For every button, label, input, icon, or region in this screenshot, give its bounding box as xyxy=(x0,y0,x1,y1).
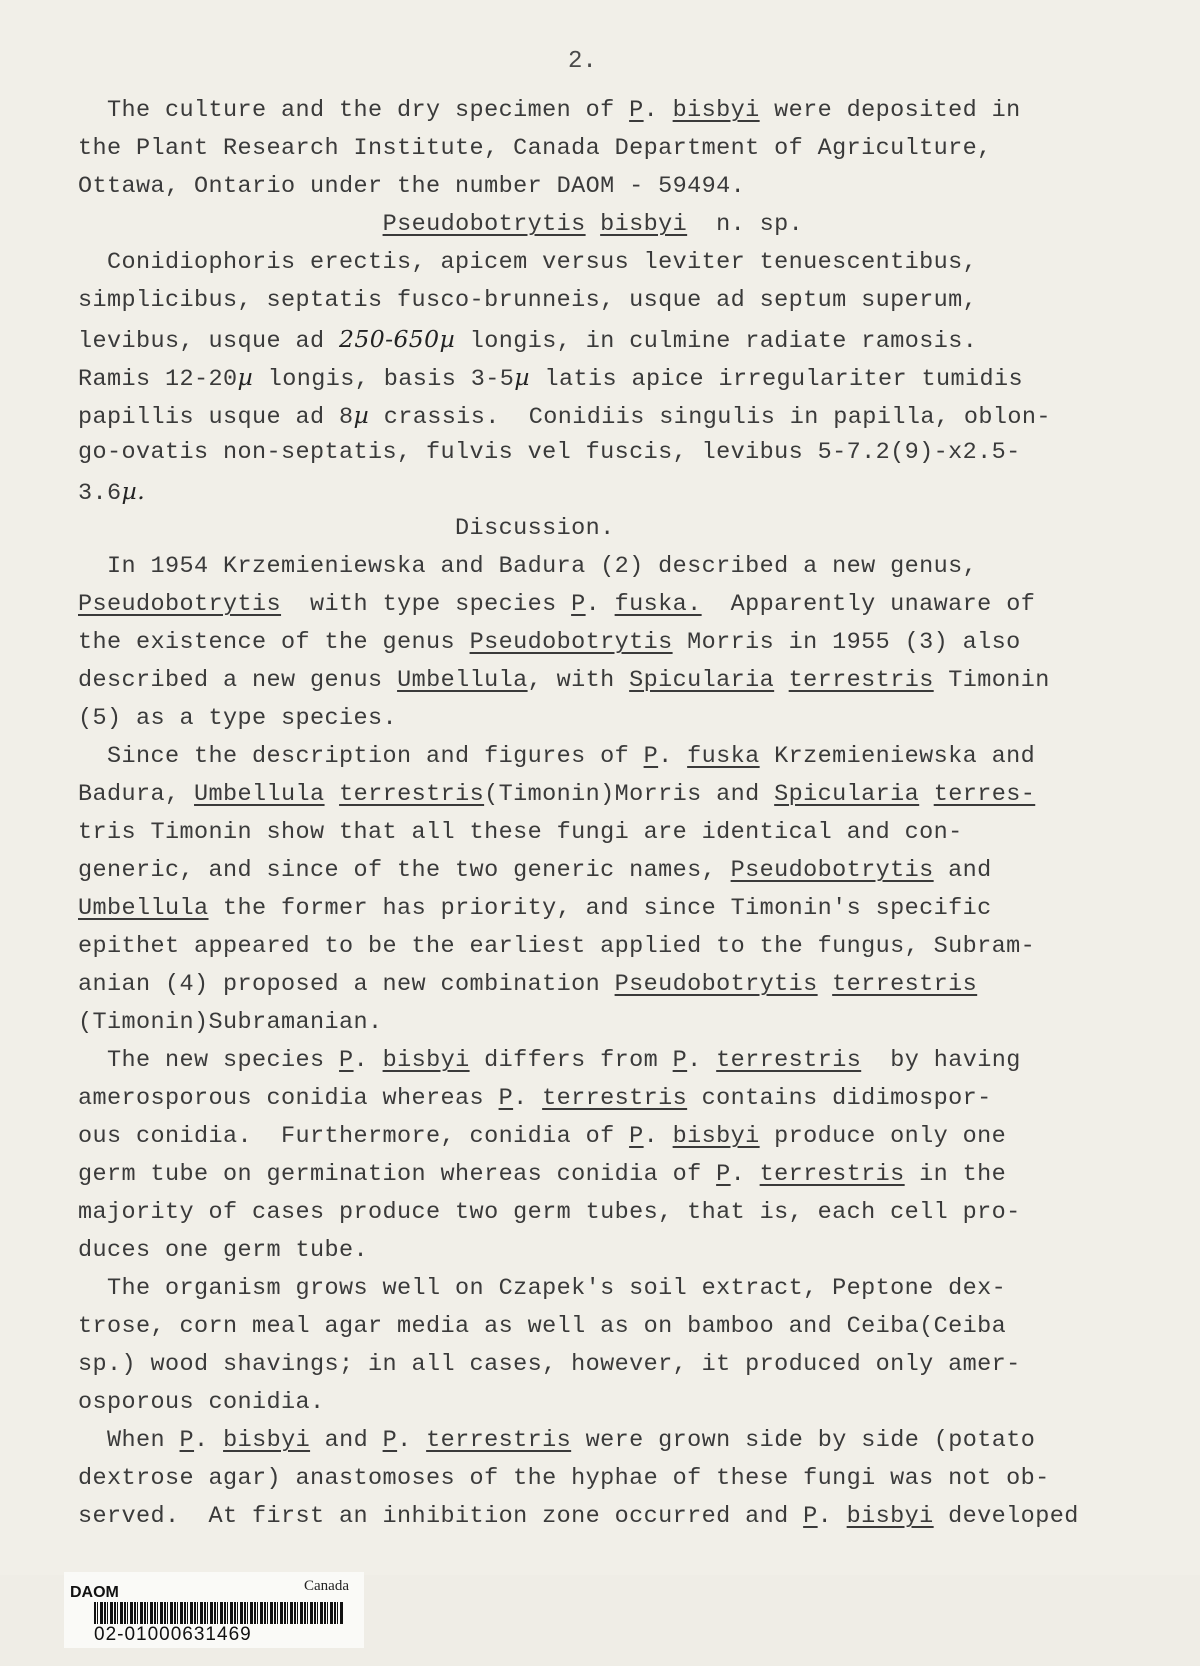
text-run: and xyxy=(933,857,992,884)
underlined-taxon: bisbyi xyxy=(846,1503,934,1530)
text-run: described a new genus xyxy=(78,667,398,694)
text-run: were grown side by side (potato xyxy=(571,1427,1036,1454)
text-run: developed xyxy=(933,1503,1079,1530)
underlined-taxon: P xyxy=(643,743,659,770)
text-run: dextrose agar) anastomoses of the hyphae of these fungi was not ob- xyxy=(78,1465,1050,1492)
barcode-number: 02-01000631469 xyxy=(94,1624,252,1645)
underlined-taxon: bisbyi xyxy=(600,211,688,238)
underlined-taxon: P xyxy=(803,1503,818,1530)
underlined-taxon: terrestris xyxy=(788,667,934,694)
text-line xyxy=(78,1498,1163,1536)
text-run: with type species xyxy=(281,591,572,618)
text-run: 3.6 xyxy=(78,480,122,507)
text-line xyxy=(78,662,1163,700)
text-line xyxy=(78,1004,1163,1042)
text-run: Apparently unaware of xyxy=(701,591,1036,618)
text-run: Conidiophoris erectis, apicem versus leviter tenuescentibus, xyxy=(78,249,978,276)
text-line xyxy=(78,92,1163,130)
text-run: . xyxy=(194,1427,224,1454)
text-run: crassis. Conidiis singulis in papilla, oblon- xyxy=(369,404,1051,431)
text-run: (5) as a type species. xyxy=(78,705,398,732)
underlined-taxon: terres- xyxy=(933,781,1036,808)
text-line xyxy=(78,510,1163,548)
underlined-taxon: bisbyi xyxy=(382,1047,470,1074)
collection-label: DAOM xyxy=(70,1584,119,1601)
text-run: sp.) wood shavings; in all cases, however, it produced only amer- xyxy=(78,1351,1021,1378)
text-run: Since the description and figures of xyxy=(78,743,644,770)
text-line xyxy=(78,282,1163,320)
text-run: trose, corn meal agar media as well as on bamboo and Ceiba(Ceiba xyxy=(78,1313,1007,1340)
typed-text-body xyxy=(78,92,1163,1536)
underlined-taxon: Pseudobotrytis xyxy=(469,629,673,656)
text-line xyxy=(78,244,1163,282)
underlined-taxon: P xyxy=(672,1047,688,1074)
text-line xyxy=(78,890,1163,928)
text-run: (Timonin)Morris and xyxy=(484,781,775,808)
underlined-taxon: bisbyi xyxy=(672,1123,760,1150)
text-line xyxy=(78,1156,1163,1194)
text-line xyxy=(78,206,1163,244)
text-run: Badura, xyxy=(78,781,195,808)
text-line xyxy=(78,1346,1163,1384)
handwritten-correction: 250-650 xyxy=(339,325,440,353)
underlined-taxon: P xyxy=(629,1123,644,1150)
text-line xyxy=(78,586,1163,624)
text-run: by having xyxy=(861,1047,1021,1074)
text-run: . xyxy=(687,1047,717,1074)
page-number: 2. xyxy=(568,48,597,75)
underlined-taxon: P xyxy=(716,1161,731,1188)
text-line xyxy=(78,738,1163,776)
text-run: . xyxy=(397,1427,427,1454)
text-run: The culture and the dry specimen of xyxy=(78,97,630,124)
text-line xyxy=(78,1232,1163,1270)
text-run: , with xyxy=(527,667,630,694)
underlined-taxon: Pseudobotrytis xyxy=(614,971,818,998)
handwritten-correction: µ xyxy=(237,363,254,391)
text-run: germ tube on germination whereas conidia of xyxy=(78,1161,717,1188)
underlined-taxon: P xyxy=(498,1085,514,1112)
text-run: Discussion. xyxy=(78,515,615,542)
text-run xyxy=(818,971,833,998)
text-run: served. At first an inhibition zone occurred and xyxy=(78,1503,804,1530)
underlined-taxon: P xyxy=(629,97,644,124)
text-line xyxy=(78,814,1163,852)
text-run: generic, and since of the two generic names, xyxy=(78,857,731,884)
text-run: ous conidia. Furthermore, conidia of xyxy=(78,1123,630,1150)
text-run: In 1954 Krzemieniewska and Badura (2) described a new genus, xyxy=(78,553,978,580)
underlined-taxon: fuska. xyxy=(614,591,702,618)
text-run: differs from xyxy=(469,1047,673,1074)
text-run: simplicibus, septatis fusco-brunneis, usque ad septum superum, xyxy=(78,287,978,314)
text-run: . xyxy=(730,1161,760,1188)
text-line xyxy=(78,1422,1163,1460)
text-run: epithet appeared to be the earliest applied to the fungus, Subram- xyxy=(78,933,1036,960)
text-run xyxy=(78,211,383,238)
text-run: . xyxy=(643,97,673,124)
text-line xyxy=(78,358,1163,396)
underlined-taxon: bisbyi xyxy=(223,1427,311,1454)
text-line xyxy=(78,1270,1163,1308)
text-run: Ottawa, Ontario under the number DAOM - 59494. xyxy=(78,173,746,200)
underlined-taxon: terrestris xyxy=(832,971,978,998)
underlined-taxon: bisbyi xyxy=(672,97,760,124)
text-run: . xyxy=(658,743,688,770)
underlined-taxon: Pseudobotrytis xyxy=(382,211,586,238)
text-line xyxy=(78,472,1163,510)
barcode-icon xyxy=(94,1602,344,1624)
text-run xyxy=(586,211,601,238)
text-line xyxy=(78,928,1163,966)
underlined-taxon: Umbellula xyxy=(397,667,528,694)
text-run: in the xyxy=(904,1161,1007,1188)
text-line xyxy=(78,624,1163,662)
text-run: latis apice irregulariter tumidis xyxy=(529,366,1024,393)
underlined-taxon: terrestris xyxy=(542,1085,688,1112)
handwritten-correction: µ xyxy=(514,363,530,391)
text-run: Timonin xyxy=(933,667,1050,694)
underlined-taxon: terrestris xyxy=(716,1047,862,1074)
text-run: the Plant Research Institute, Canada Department of Agriculture, xyxy=(78,135,992,162)
text-run xyxy=(919,781,934,808)
text-line xyxy=(78,396,1163,434)
text-line xyxy=(78,1194,1163,1232)
text-run: and xyxy=(310,1427,383,1454)
text-line xyxy=(78,700,1163,738)
text-line xyxy=(78,434,1163,472)
underlined-taxon: terrestris xyxy=(759,1161,905,1188)
text-line xyxy=(78,1308,1163,1346)
text-line xyxy=(78,1042,1163,1080)
text-run: were deposited in xyxy=(759,97,1021,124)
underlined-taxon: Umbellula xyxy=(78,895,209,922)
underlined-taxon: Pseudobotrytis xyxy=(730,857,934,884)
text-run: . xyxy=(585,591,615,618)
handwritten-correction: µ xyxy=(439,325,456,353)
text-run: Krzemieniewska and xyxy=(759,743,1036,770)
canada-wordmark: Canada xyxy=(304,1578,349,1594)
text-run: majority of cases produce two germ tubes, that is, each cell pro- xyxy=(78,1199,1021,1226)
text-run: osporous conidia. xyxy=(78,1389,325,1416)
text-run: Ramis 12-20 xyxy=(78,366,238,393)
underlined-taxon: fuska xyxy=(687,743,760,770)
text-line xyxy=(78,966,1163,1004)
text-run: the former has priority, and since Timonin's specific xyxy=(208,895,992,922)
text-run: The organism grows well on Czapek's soil extract, Peptone dex- xyxy=(78,1275,1007,1302)
text-line xyxy=(78,1384,1163,1422)
text-run: produce only one xyxy=(759,1123,1007,1150)
text-run: The new species xyxy=(78,1047,340,1074)
text-run: . xyxy=(643,1123,673,1150)
text-run: duces one germ tube. xyxy=(78,1237,369,1264)
text-line xyxy=(78,168,1163,206)
underlined-taxon: terrestris xyxy=(426,1427,572,1454)
text-run xyxy=(325,781,340,808)
underlined-taxon: Pseudobotrytis xyxy=(78,591,282,618)
text-run: (Timonin)Subramanian. xyxy=(78,1009,383,1036)
underlined-taxon: P xyxy=(179,1427,195,1454)
text-run: contains didimospor- xyxy=(687,1085,992,1112)
text-run: anian (4) proposed a new combination xyxy=(78,971,615,998)
text-run: longis, in culmine radiate ramosis. xyxy=(455,328,978,355)
text-run: levibus, usque ad xyxy=(78,328,340,355)
text-line xyxy=(78,548,1163,586)
underlined-taxon: P xyxy=(571,591,586,618)
text-run: go-ovatis non-septatis, fulvis vel fuscis, levibus 5-7.2(9)-x2.5- xyxy=(78,439,1021,466)
text-run: . xyxy=(513,1085,543,1112)
text-run: . xyxy=(817,1503,847,1530)
underlined-taxon: terrestris xyxy=(339,781,485,808)
text-line xyxy=(78,852,1163,890)
underlined-taxon: Umbellula xyxy=(194,781,325,808)
text-run: the existence of the genus xyxy=(78,629,470,656)
text-run: When xyxy=(78,1427,180,1454)
text-run: papillis usque ad 8 xyxy=(78,404,354,431)
text-line xyxy=(78,320,1163,358)
text-line xyxy=(78,130,1163,168)
text-line xyxy=(78,776,1163,814)
text-run xyxy=(774,667,789,694)
text-run: longis, basis 3-5 xyxy=(253,366,515,393)
text-run: . xyxy=(353,1047,383,1074)
text-run: Morris in 1955 (3) also xyxy=(672,629,1021,656)
handwritten-correction: µ xyxy=(353,401,370,429)
specimen-label xyxy=(64,1572,364,1648)
underlined-taxon: P xyxy=(382,1427,398,1454)
text-run: amerosporous conidia whereas xyxy=(78,1085,499,1112)
underlined-taxon: P xyxy=(339,1047,354,1074)
text-run: tris Timonin show that all these fungi are identical and con- xyxy=(78,819,963,846)
text-line xyxy=(78,1118,1163,1156)
underlined-taxon: Spicularia xyxy=(774,781,920,808)
text-line xyxy=(78,1080,1163,1118)
text-run: n. sp. xyxy=(687,211,804,238)
underlined-taxon: Spicularia xyxy=(629,667,775,694)
text-line xyxy=(78,1460,1163,1498)
handwritten-correction: µ. xyxy=(121,477,146,505)
